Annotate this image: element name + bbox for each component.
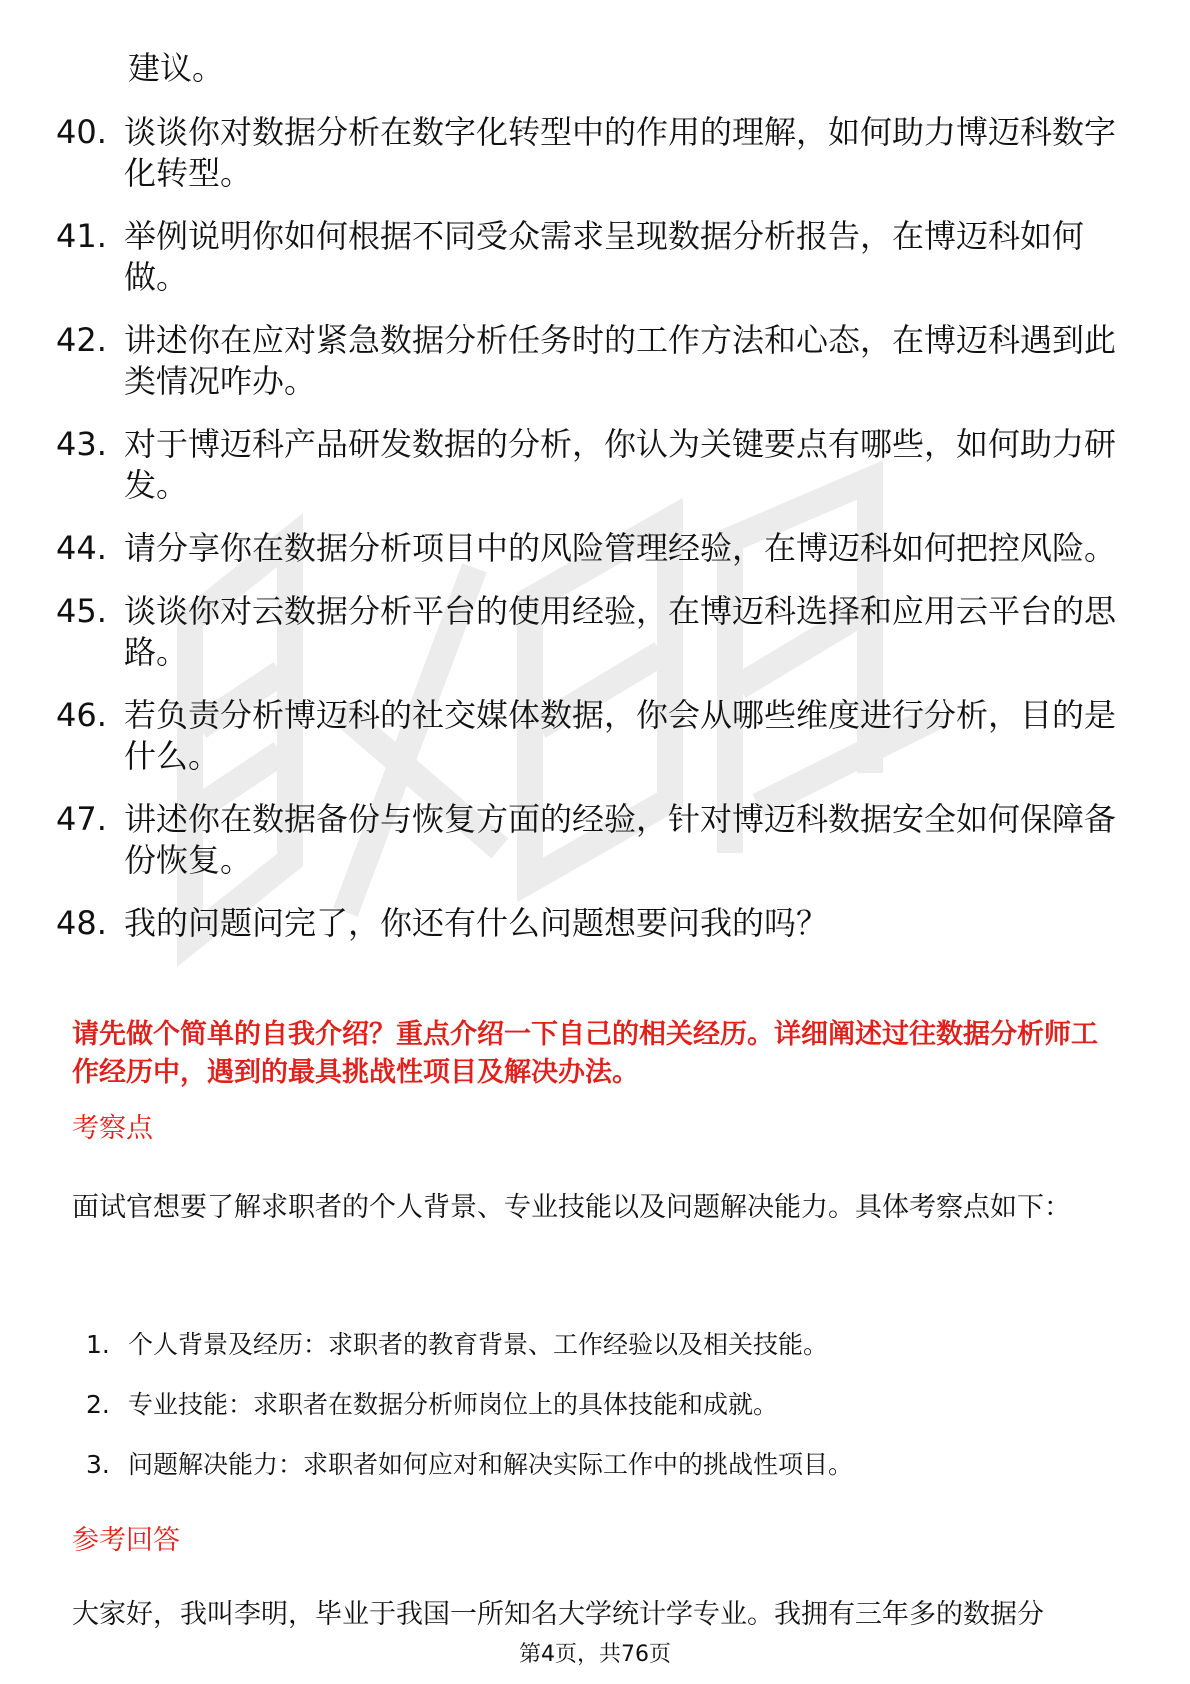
question-text: 举例说明你如何根据不同受众需求呈现数据分析报告，在博迈科如何做。 <box>124 217 1085 296</box>
question-text: 讲述你在应对紧急数据分析任务时的工作方法和心态，在博迈科遇到此类情况咋办。 <box>124 321 1117 400</box>
question-text: 谈谈你对云数据分析平台的使用经验，在博迈科选择和应用云平台的思路。 <box>124 592 1117 671</box>
list-item <box>56 216 1116 298</box>
question-number: 48. <box>56 904 107 942</box>
page-footer: 第4页，共76页 <box>519 1642 671 1667</box>
question-number: 41. <box>56 217 107 255</box>
highlight-question: 请先做个简单的自我介绍？重点介绍一下自己的相关经历。详细阐述过往数据分析师工作经历中，遇到的最具挑战性项目及解决办法。 <box>72 1019 1098 1088</box>
list-item <box>86 1448 853 1482</box>
assessment-points <box>86 1328 853 1508</box>
question-text: 请分享你在数据分析项目中的风险管理经验，在博迈科如何把控风险。 <box>124 529 1117 567</box>
list-item <box>56 424 1116 506</box>
point-number: 2. <box>86 1390 110 1419</box>
assessment-intro: 面试官想要了解求职者的个人背景、专业技能以及问题解决能力。具体考察点如下： <box>72 1192 1071 1223</box>
list-item <box>56 695 1116 777</box>
question-number: 43. <box>56 425 107 463</box>
question-text: 若负责分析博迈科的社交媒体数据，你会从哪些维度进行分析，目的是什么。 <box>124 696 1117 775</box>
list-item <box>56 528 1116 569</box>
question-number: 42. <box>56 321 107 359</box>
list-item <box>56 112 1116 194</box>
point-text: 个人背景及经历：求职者的教育背景、工作经验以及相关技能。 <box>128 1330 829 1359</box>
question-number: 40. <box>56 113 107 151</box>
point-text: 专业技能：求职者在数据分析师岗位上的具体技能和成就。 <box>128 1390 779 1419</box>
question-number: 44. <box>56 529 107 567</box>
question-text: 我的问题问完了，你还有什么问题想要问我的吗？ <box>124 904 829 942</box>
list-item <box>56 799 1116 881</box>
point-text: 问题解决能力：求职者如何应对和解决实际工作中的挑战性项目。 <box>128 1450 854 1479</box>
question-list <box>56 112 1116 966</box>
question-text: 谈谈你对数据分析在数字化转型中的作用的理解，如何助力博迈科数字化转型。 <box>124 113 1117 192</box>
question-number: 47. <box>56 800 107 838</box>
section-label-assessment: 考察点 <box>72 1113 153 1144</box>
answer-text: 大家好，我叫李明，毕业于我国一所知名大学统计学专业。我拥有三年多的数据分 <box>72 1599 1044 1630</box>
question-number: 46. <box>56 696 107 734</box>
question-text: 对于博迈科产品研发数据的分析，你认为关键要点有哪些，如何助力研发。 <box>124 425 1117 504</box>
list-item <box>56 903 1116 944</box>
point-number: 1. <box>86 1330 110 1359</box>
point-number: 3. <box>86 1450 110 1479</box>
question-number: 45. <box>56 592 107 630</box>
list-item <box>86 1328 853 1362</box>
question-text: 讲述你在数据备份与恢复方面的经验，针对博迈科数据安全如何保障备份恢复。 <box>124 800 1117 879</box>
section-label-reference-answer: 参考回答 <box>72 1525 180 1556</box>
list-item <box>56 320 1116 402</box>
list-item <box>56 591 1116 673</box>
continuation-text: 建议。 <box>128 49 225 87</box>
list-item <box>86 1388 853 1422</box>
